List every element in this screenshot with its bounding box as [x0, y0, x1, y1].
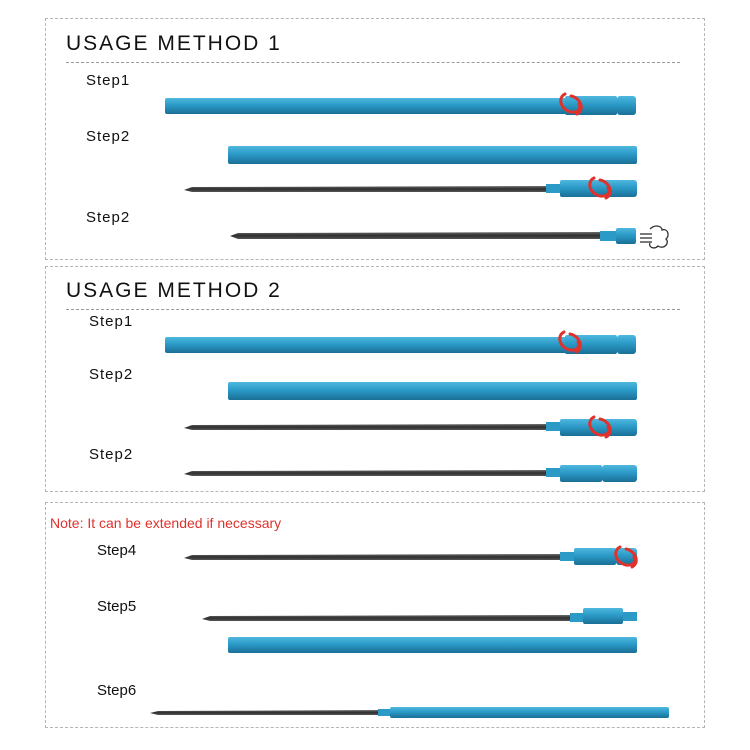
- method1-step-1-label: Step1: [86, 72, 131, 89]
- m2-s1-tube: [165, 335, 636, 354]
- m2-s2-tube: [228, 382, 637, 400]
- m2-s2-rod: [184, 419, 637, 436]
- extension-step-5-label: Step5: [97, 598, 137, 615]
- usage-method-1-title: USAGE METHOD 1: [66, 32, 282, 55]
- ext-s6-extended-tool: [150, 707, 669, 718]
- method1-step-2-label: Step2: [86, 128, 131, 145]
- method1-step-3-label: Step2: [86, 209, 131, 226]
- usage-method-2-title: USAGE METHOD 2: [66, 279, 282, 302]
- ext-s4-rod: [184, 548, 637, 565]
- method2-step-3-label: Step2: [89, 446, 134, 463]
- ext-s5-rod: [202, 608, 637, 624]
- m1-s2-tube: [228, 146, 637, 164]
- method2-step-1-label: Step1: [89, 313, 134, 330]
- m1-s3-blow-air-icon: [640, 226, 668, 248]
- extension-step-4-label: Step4: [97, 542, 137, 559]
- m1-s2-rod: [184, 180, 637, 197]
- method2-step-2-label: Step2: [89, 366, 134, 383]
- m1-s1-tube: [165, 96, 636, 115]
- m1-s3-rod: [230, 228, 636, 244]
- extension-note: Note: It can be extended if necessary: [50, 515, 282, 531]
- m2-s3-rod: [184, 465, 637, 482]
- ext-s5-tube: [228, 637, 637, 653]
- extension-step-6-label: Step6: [97, 682, 137, 699]
